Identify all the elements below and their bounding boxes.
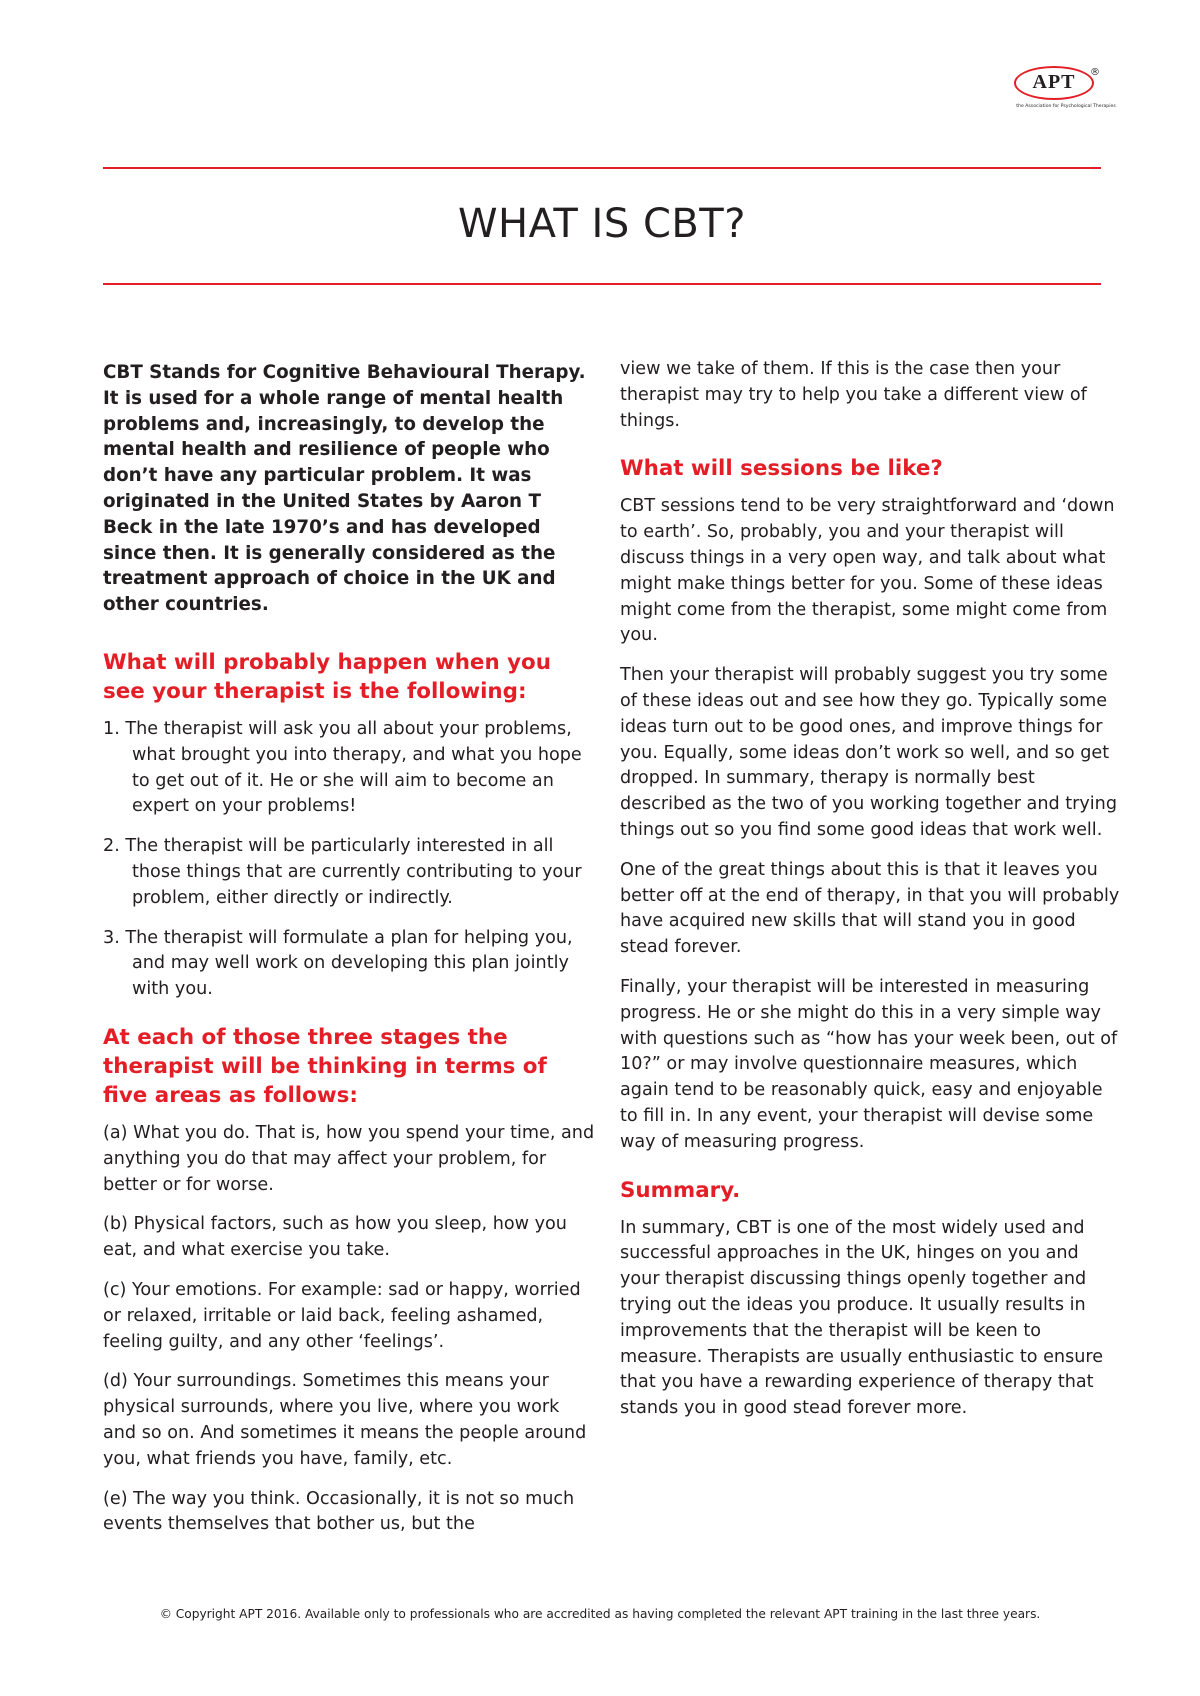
heading-five-areas: At each of those three stages the therapist will be thinking in terms of five areas as follows:: [103, 1024, 547, 1108]
list-item: 1. The therapist will ask you all about your problems, what brought you into therapy, and what you hope to get out of it. He or she will aim to become an expert on your problems!: [103, 718, 582, 817]
summary-paragraph: In summary, CBT is one of the most widely used and successful approaches in the UK, hinges on you and your therapist discussing things openly together and trying out the ideas you produce. It usually results in improvements that the therapist will be keen to measure. Therapists are usually enthusiastic to ensure that you have a rewarding experience of therapy that stands you in good stead forever more.: [620, 1217, 1104, 1419]
apt-logo: [1000, 64, 1132, 120]
logo-text: APT: [1032, 71, 1076, 93]
right-column: [620, 357, 1120, 1436]
title-rule-top: [103, 167, 1101, 169]
area-paragraph: (d) Your surroundings. Sometimes this means your physical surrounds, where you live, where you work and so on. And sometimes it means the people around you, what friends you have, family, etc.: [103, 1371, 587, 1469]
heading-sessions: What will sessions be like?: [620, 456, 943, 482]
left-column: [103, 360, 595, 1552]
area-paragraph: (e) The way you think. Occasionally, it is not so much events themselves that bother us, but the: [103, 1488, 575, 1535]
sessions-paragraph: CBT sessions tend to be very straightforward and ‘down to earth’. So, probably, you and your therapist will discuss things in a very open way, and talk about what might make things better for you. Some of these ideas might come from the therapist, some might come from you.: [620, 496, 1115, 646]
area-paragraph: (c) Your emotions. For example: sad or happy, worried or relaxed, irritable or laid back, feeling ashamed, feeling guilty, and any other ‘feelings’.: [103, 1279, 581, 1352]
list-item: 2. The therapist will be particularly interested in all those things that are currently contributing to your problem, either directly or indirectly.: [103, 836, 582, 908]
title-rule-bottom: [103, 283, 1101, 285]
list-item: 3. The therapist will formulate a plan for helping you, and may well work on developing this plan jointly with you.: [103, 927, 573, 1000]
heading-what-will-happen: What will probably happen when you see your therapist is the following:: [103, 649, 551, 704]
logo-tagline: the Association for Psychological Therapies: [1016, 104, 1116, 109]
sessions-paragraph: Then your therapist will probably suggest you try some of these ideas out and see how they go. Typically some ideas turn out to be good ones, and improve things for you. Equally, some ideas don’t work so well, and so get dropped. In summary, therapy is normally best described as the two of you working together and trying things out so you find some good ideas that work well.: [620, 665, 1117, 840]
sessions-paragraph: One of the great things about this is that it leaves you better off at the end of therapy, in that you will probably have acquired new skills that will stand you in good stead forever.: [620, 859, 1120, 958]
area-paragraph: (b) Physical factors, such as how you sleep, how you eat, and what exercise you take.: [103, 1214, 567, 1261]
sessions-paragraph: Finally, your therapist will be interested in measuring progress. He or she might do this in a very simple way with questions such as “how has your week been, out of 10?” or may involve questionnaire measures, which again tend to be reasonably quick, easy and enjoyable to fill in. In any event, your therapist will devise some way of measuring progress.: [620, 976, 1118, 1152]
area-paragraph: (a) What you do. That is, how you spend your time, and anything you do that may affect your problem, for better or for worse.: [103, 1122, 595, 1195]
copyright-footer: © Copyright APT 2016. Available only to professionals who are accredited as having completed the relevant APT training in the last three years.: [159, 1607, 1041, 1621]
page-title: WHAT IS CBT?: [458, 201, 746, 247]
heading-summary: Summary.: [620, 1177, 741, 1203]
intro-paragraph: CBT Stands for Cognitive Behavioural Therapy. It is used for a whole range of mental health problems and, increasingly, to develop the mental health and resilience of people who don’t have any particular problem. It was originated in the United States by Aaron T Beck in the late 1970’s and has developed since then. It is generally considered as the treatment approach of choice in the UK and other countries.: [103, 362, 586, 616]
continuation-paragraph: view we take of them. If this is the case then your therapist may try to help you take a different view of things.: [620, 359, 1087, 431]
registered-mark: ®: [1090, 67, 1100, 78]
